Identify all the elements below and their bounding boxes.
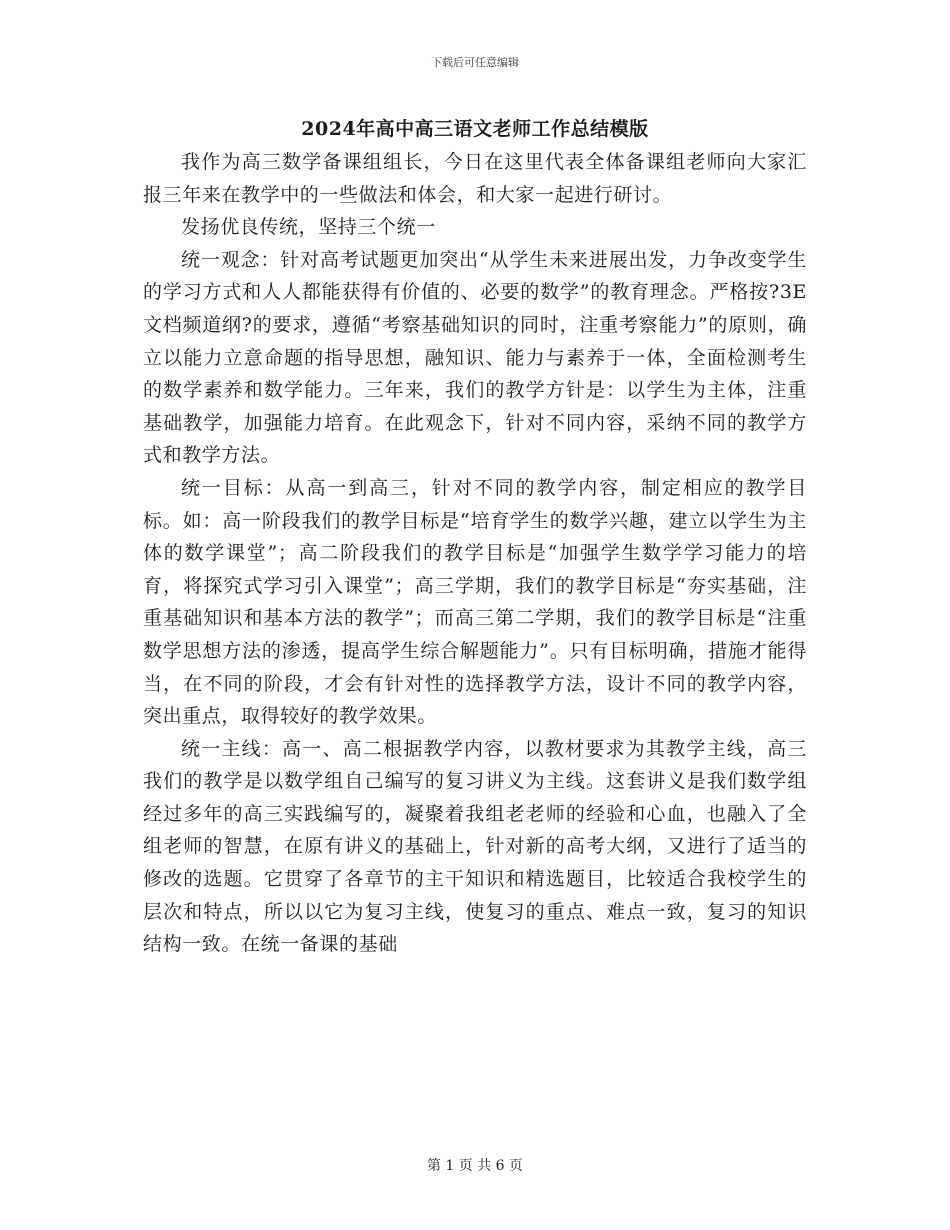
document-body	[143, 146, 807, 961]
paragraph-unified-goal: 统一目标：从高一到高三，针对不同的教学内容，制定相应的教学目标。如：高一阶段我们的教学目标是“培育学生的数学兴趣，建立以学生为主体的数学课堂”；高二阶段我们的教学目标是“加强学生数学学习能力的培育，将探究式学习引入课堂”；高三学期，我们的教学目标是“夯实基础，注重基础知识和基本方法的教学”；而高三第二学期，我们的教学目标是“注重数学思想方法的渗透，提高学生综合解题能力”。只有目标明确，措施才能得当，在不同的阶段，才会有针对性的选择教学方法，设计不同的教学内容，突出重点，取得较好的教学效果。	[143, 476, 807, 728]
page-header-note: 下载后可任意编辑	[431, 56, 519, 69]
paragraph-unified-mainline: 统一主线：高一、高二根据教学内容，以教材要求为其教学主线，高三我们的教学是以数学组自己编写的复习讲义为主线。这套讲义是我们数学组经过多年的高三实践编写的，凝聚着我组老老师的经验和心血，也融入了全组老师的智慧，在原有讲义的基础上，针对新的高考大纲，又进行了适当的修改的选题。它贯穿了各章节的主干知识和精选题目，比较适合我校学生的层次和特点，所以以它为复习主线，使复习的重点、难点一致，复习的知识结构一致。在统一备课的基础	[143, 737, 807, 956]
page-number-footer: 第 1 页 共 6 页	[426, 1158, 524, 1174]
paragraph-section-heading: 发扬优良传统，坚持三个统一	[181, 216, 436, 239]
paragraph-intro: 我作为高三数学备课组组长，今日在这里代表全体备课组老师向大家汇报三年来在教学中的一些做法和体会，和大家一起进行研讨。	[143, 151, 807, 206]
document-title: 2024年高中高三语文老师工作总结模版	[301, 118, 649, 140]
paragraph-unified-concept: 统一观念：针对高考试题更加突出“从学生未来进展出发，力争改变学生的学习方式和人人都能获得有价值的、必要的数学”的教育理念。严格按?3E文档频道纲?的要求，遵循“考察基础知识的同时，注重考察能力”的原则，确立以能力立意命题的指导思想，融知识、能力与素养于一体，全面检测考生的数学素养和数学能力。三年来，我们的教学方针是：以学生为主体，注重基础教学，加强能力培育。在此观念下，针对不同内容，采纳不同的教学方式和教学方法。	[143, 248, 807, 467]
